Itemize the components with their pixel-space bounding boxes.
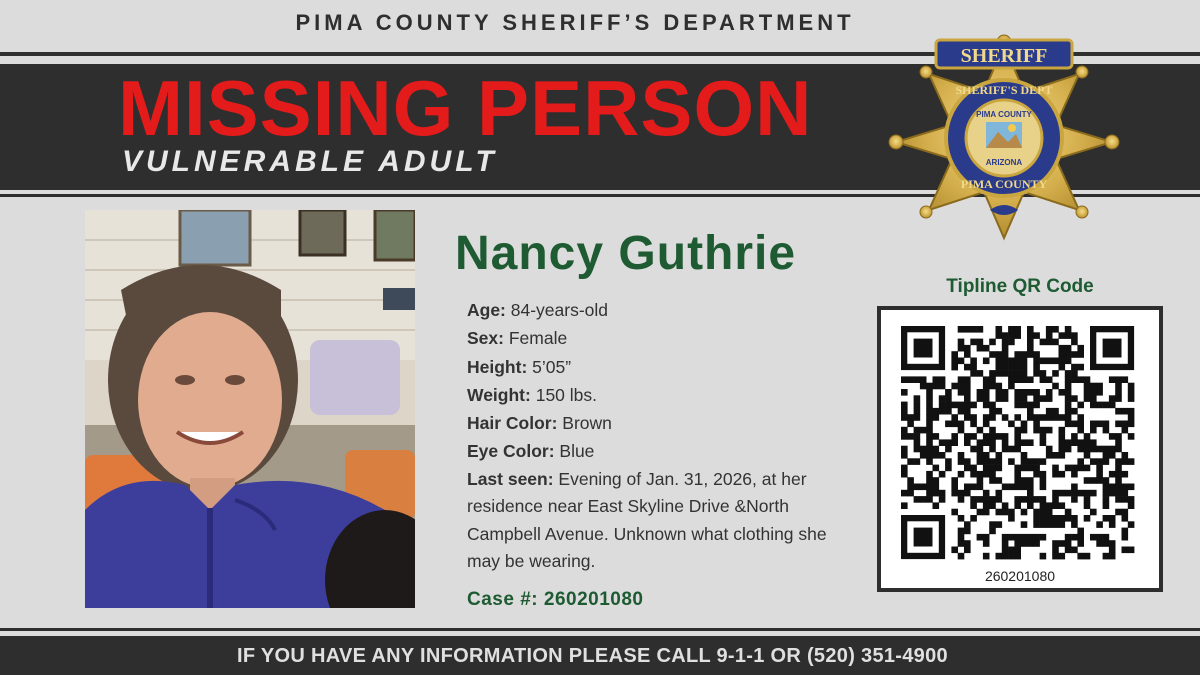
- case-label: Case #:: [467, 589, 539, 610]
- detail-sex: Sex: Female: [467, 328, 568, 349]
- badge-state-text: ARIZONA: [985, 158, 1023, 167]
- footer-call-to-action: IF YOU HAVE ANY INFORMATION PLEASE CALL 9-1-1 OR (520) 351-4900: [237, 645, 948, 667]
- person-details: [467, 296, 827, 576]
- headline: MISSING PERSON: [118, 64, 813, 152]
- department-name: PIMA COUNTY SHERIFF’S DEPARTMENT: [295, 10, 855, 35]
- tipline-qr-code[interactable]: [877, 306, 1163, 592]
- detail-age: Age: 84-years-old: [467, 300, 609, 320]
- divider: [0, 628, 1200, 631]
- case-number: [467, 589, 644, 611]
- subheadline: VULNERABLE ADULT: [122, 145, 498, 178]
- detail-height: Height: 5’05”: [467, 356, 572, 377]
- badge-inner-text: PIMA COUNTY: [976, 110, 1032, 119]
- badge-ring-top-text: SHERIFF'S DEPT: [955, 83, 1053, 97]
- badge-banner-text: SHERIFF: [960, 45, 1048, 67]
- tipline-label: Tipline QR Code: [946, 276, 1094, 297]
- detail-eye-color: Eye Color: Blue: [467, 441, 595, 462]
- person-name: Nancy Guthrie: [455, 227, 797, 280]
- qr-code-icon: [881, 310, 1159, 565]
- detail-weight: Weight: 150 lbs.: [467, 384, 597, 405]
- badge-ring-bottom-text: PIMA COUNTY: [960, 177, 1048, 191]
- detail-hair-color: Hair Color: Brown: [467, 413, 612, 434]
- qr-caption: 260201080: [984, 568, 1056, 584]
- person-photo-icon: [85, 210, 415, 608]
- detail-last-seen: Last seen: Evening of Jan. 31, 2026, at her residence near East Skyline Drive &North Campbell Avenue. Unknown what clothing she may be wearing.: [467, 468, 827, 572]
- person-photo: [85, 210, 415, 608]
- sheriff-badge-icon: [886, 24, 1122, 250]
- case-value: 260201080: [543, 589, 644, 610]
